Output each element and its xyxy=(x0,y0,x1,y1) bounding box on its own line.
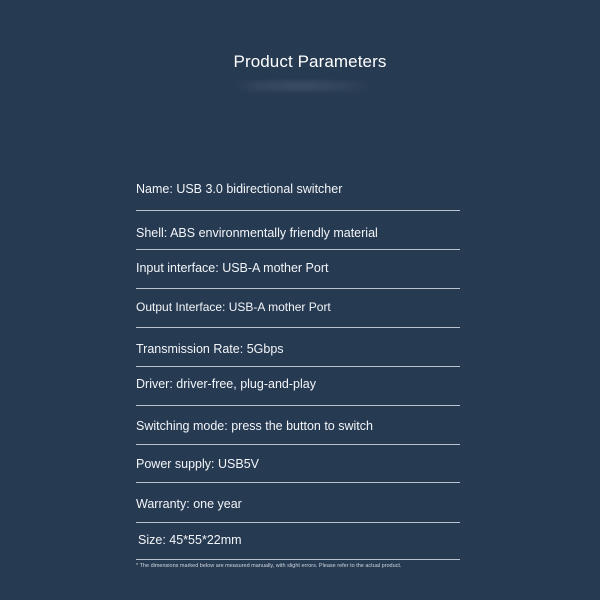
param-label: Transmission Rate: xyxy=(136,342,244,356)
page-title: Product Parameters xyxy=(233,52,387,71)
param-row-name xyxy=(136,182,342,196)
param-row-power-supply xyxy=(136,457,259,471)
param-label: Name: xyxy=(136,182,173,196)
param-value: ABS environmentally friendly material xyxy=(170,226,378,240)
param-value: 45*55*22mm xyxy=(169,533,242,547)
param-value: press the button to switch xyxy=(231,419,373,433)
param-row-shell xyxy=(136,226,378,240)
divider xyxy=(136,366,460,367)
divider xyxy=(136,288,460,289)
param-label: Size: xyxy=(138,533,166,547)
param-row-input-interface xyxy=(136,261,328,275)
param-row-size xyxy=(138,533,242,547)
param-value: USB-A mother Port xyxy=(222,261,329,275)
divider xyxy=(136,559,460,560)
param-label: Power supply: xyxy=(136,457,215,471)
param-row-transmission-rate xyxy=(136,342,284,356)
param-value: one year xyxy=(193,497,242,511)
param-label: Warranty: xyxy=(136,497,190,511)
param-label: Switching mode: xyxy=(136,419,228,433)
param-row-switching-mode xyxy=(136,419,373,433)
divider xyxy=(136,482,460,483)
divider xyxy=(136,405,460,406)
param-row-warranty xyxy=(136,497,242,511)
divider xyxy=(136,444,460,445)
param-value: 5Gbps xyxy=(246,342,284,356)
param-row-output-interface xyxy=(136,300,331,314)
divider xyxy=(136,327,460,328)
divider xyxy=(136,210,460,211)
param-row-driver xyxy=(136,377,316,391)
param-value: USB5V xyxy=(218,457,259,471)
divider xyxy=(136,522,460,523)
param-label: Input interface: xyxy=(136,261,219,275)
param-label: Shell: xyxy=(136,226,168,240)
footnote: * The dimensions marked below are measured manually, with slight errors. Please refer to the actual product. xyxy=(136,563,402,569)
divider xyxy=(136,249,460,250)
param-value: USB-A mother Port xyxy=(228,300,331,314)
param-label: Driver: xyxy=(136,377,173,391)
param-value: driver-free, plug-and-play xyxy=(176,377,316,391)
param-label: Output Interface: xyxy=(136,300,226,314)
param-value: USB 3.0 bidirectional switcher xyxy=(176,182,343,196)
